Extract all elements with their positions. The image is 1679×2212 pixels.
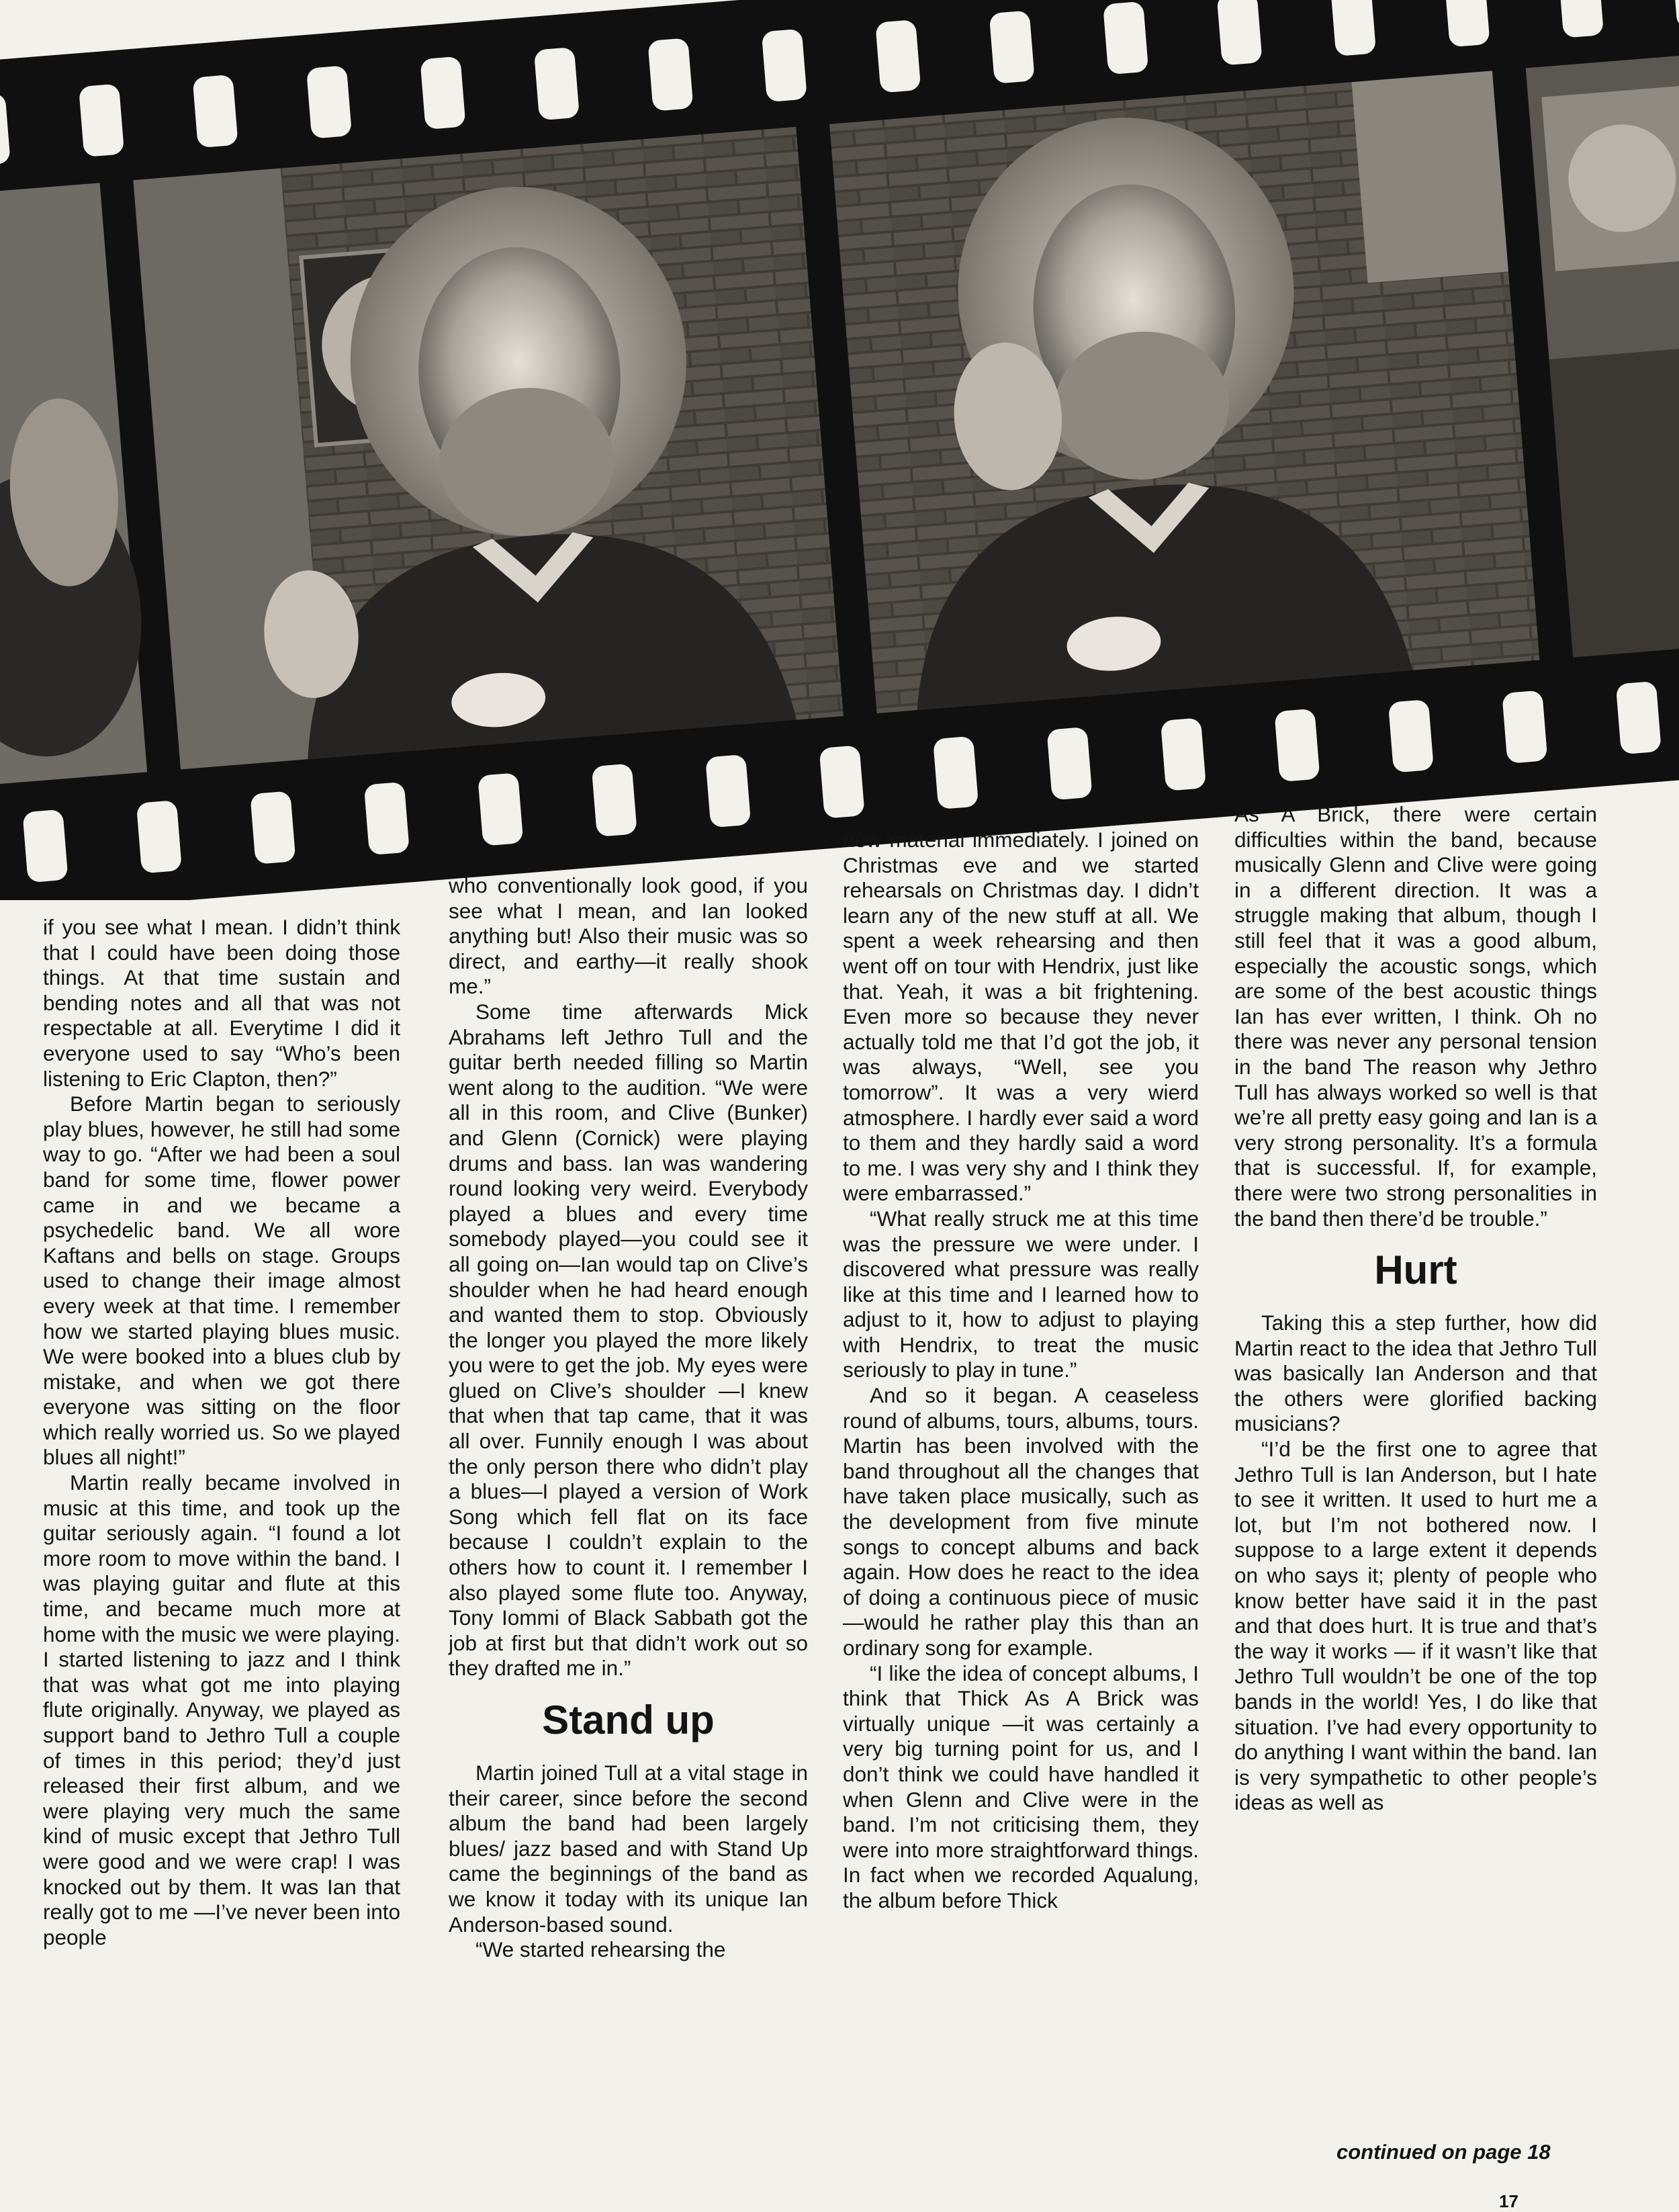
col2-paragraph-4: “We started rehearsing the [475, 1937, 726, 1962]
col2-paragraph-3: Martin joined Tull at a vital stage in their career, since before the second album the band had been largely blues/ jazz based and with Stand Up came the beginnings of the band as we know it today with its unique Ian Anderson-based sound. [449, 1761, 808, 1937]
photo-frame-2 [133, 127, 843, 770]
article-column-4 [1234, 802, 1597, 1816]
filmstrip-graphic [0, 0, 1679, 900]
col4-paragraph-3: “I’d be the first one to agree that Jethro Tull is Ian Anderson, but I hate to see it written. It used to hurt me a lot, but I’m not bothered now. I suppose to a large extent it depends on who says it; plenty of people who know better have said it in the past and that does hurt. It is true and that’s the way it works — if it wasn’t like that Jethro Tull wouldn’t be one of the top bands in the world! Yes, I do like that situation. I’ve had every opportunity to do anything I want within the band. Ian is very sympathetic to other people’s ideas as well as [1234, 1437, 1597, 1815]
col2-paragraph-1: who conventionally look good, if you see what I mean, and Ian looked anything but! Also their music was so direct, and earthy—it really shook me.” [449, 873, 808, 999]
continued-on-note: continued on page 18 [1336, 2140, 1551, 2164]
col1-paragraph-2: Before Martin began to seriously play blues, however, he still had some way to go. “After we had been a soul band for some time, flower power came in and we became a psychedelic band. We all wore Kaftans and bells on stage. Groups used to change their image almost every week at that time. I remember how we started playing blues music. We were booked into a blues club by mistake, and when we got there everyone was sitting on the floor which really worried us. So we played blues all night!” [43, 1092, 400, 1470]
article-column-1 [43, 915, 400, 1950]
col3-paragraph-4: “I like the idea of concept albums, I think that Thick As A Brick was virtually unique —it was certainly a very big turning point for us, and I don’t think we could have handled it when Glenn and Clive were in the band. I’m not criticising them, they were into more straightforward things. In fact when we recorded Aqualung, the album before Thick [843, 1661, 1199, 1912]
article-column-3 [843, 828, 1199, 1914]
col1-paragraph-1: if you see what I mean. I didn’t think that I could have been doing those things. At that time sustain and bending notes and all that was not respectable at all. Everytime I did it everyone used to say “Who’s been listening to Eric Clapton, then?” [43, 915, 400, 1091]
col1-paragraph-3: Martin really became involved in music at this time, and took up the guitar seriously again. “I found a lot more room to move within the band. I was playing guitar and flute at this time, and became much more at home with the music we were playing. I started listening to jazz and I think that was what got me into playing flute originally. Anyway, we played as support band to Jethro Tull a couple of times in this period; they’d just released their first album, and we were playing very much the same kind of music except that Jethro Tull were good and we were crap! I was knocked out by them. It was Ian that really got to me —I’ve never been into people [43, 1470, 400, 1949]
subheading-stand-up: Stand up [542, 1697, 715, 1742]
col4-paragraph-1: As A Brick, there were certain difficulties within the band, because musically Glenn and Clive were going in a different direction. It was a struggle making that album, though I still feel that it was a good album, especially the acoustic songs, which are some of the best acoustic things Ian has ever written, I think. Oh no there was never any personal tension in the band The reason why Jethro Tull has always worked so well is that we’re all pretty easy going and Ian is a very strong personality. It’s a formula that is successful. If, for example, there were two strong personalities in the band then there’d be trouble.” [1234, 802, 1597, 1231]
col3-paragraph-3: And so it began. A ceaseless round of albums, tours, albums, tours. Martin has been involved with the band throughout all the changes that have taken place musically, such as the development from five minute songs to concept albums and back again. How does he react to the idea of doing a continuous piece of music—would he rather play this than an ordinary song for example. [843, 1383, 1199, 1660]
col3-paragraph-1: new material immediately. I joined on Christmas eve and we started rehearsals on Christmas day. I didn’t learn any of the new stuff at all. We spent a week rehearsing and then went off on tour with Hendrix, just like that. Yeah, it was a bit frightening. Even more so because they never actually told me that I’d got the job, it was always, “Well, see you tomorrow”. It was a very wierd atmosphere. I hardly ever said a word to them and they hardly said a word to me. I was very shy and I think they were embarrassed.” [843, 828, 1199, 1206]
page-number: 17 [1499, 2191, 1518, 2211]
col3-paragraph-2: “What really struck me at this time was the pressure we were under. I discovered what pressure was really like at this time and I learned how to adjust to it, how to adjust to playing with Hendrix, to treat the music seriously to play in tune.” [843, 1206, 1199, 1382]
subheading-hurt: Hurt [1374, 1247, 1457, 1293]
photo-frame-3 [829, 71, 1539, 713]
article-column-2 [449, 873, 808, 1963]
col4-paragraph-2: Taking this a step further, how did Martin react to the idea that Jethro Tull was basically Ian Anderson and that the others were glorified backing musicians? [1234, 1311, 1597, 1436]
col2-paragraph-2: Some time afterwards Mick Abrahams left Jethro Tull and the guitar berth needed filling so Martin went along to the audition. “We were all in this room, and Clive (Bunker) and Glenn (Cornick) were playing drums and bass. Ian was wandering round looking very weird. Everybody played a blues and every time somebody played—you could see it all going on—Ian would tap on Clive’s shoulder when he had heard enough and wanted them to stop. Obviously the longer you played the more likely you were to get the job. My eyes were glued on Clive’s shoulder —I knew that when that tap came, that it was all over. Funnily enough I was about the only person there who didn’t play a blues—I played a version of Work Song which fell flat on its face because I couldn’t explain to the others how to count it. I remember I also played some flute too. Anyway, Tony Iommi of Black Sabbath got the job at first but that didn’t work out so they drafted me in.” [449, 999, 808, 1681]
filmstrip-photo [0, 0, 1679, 900]
